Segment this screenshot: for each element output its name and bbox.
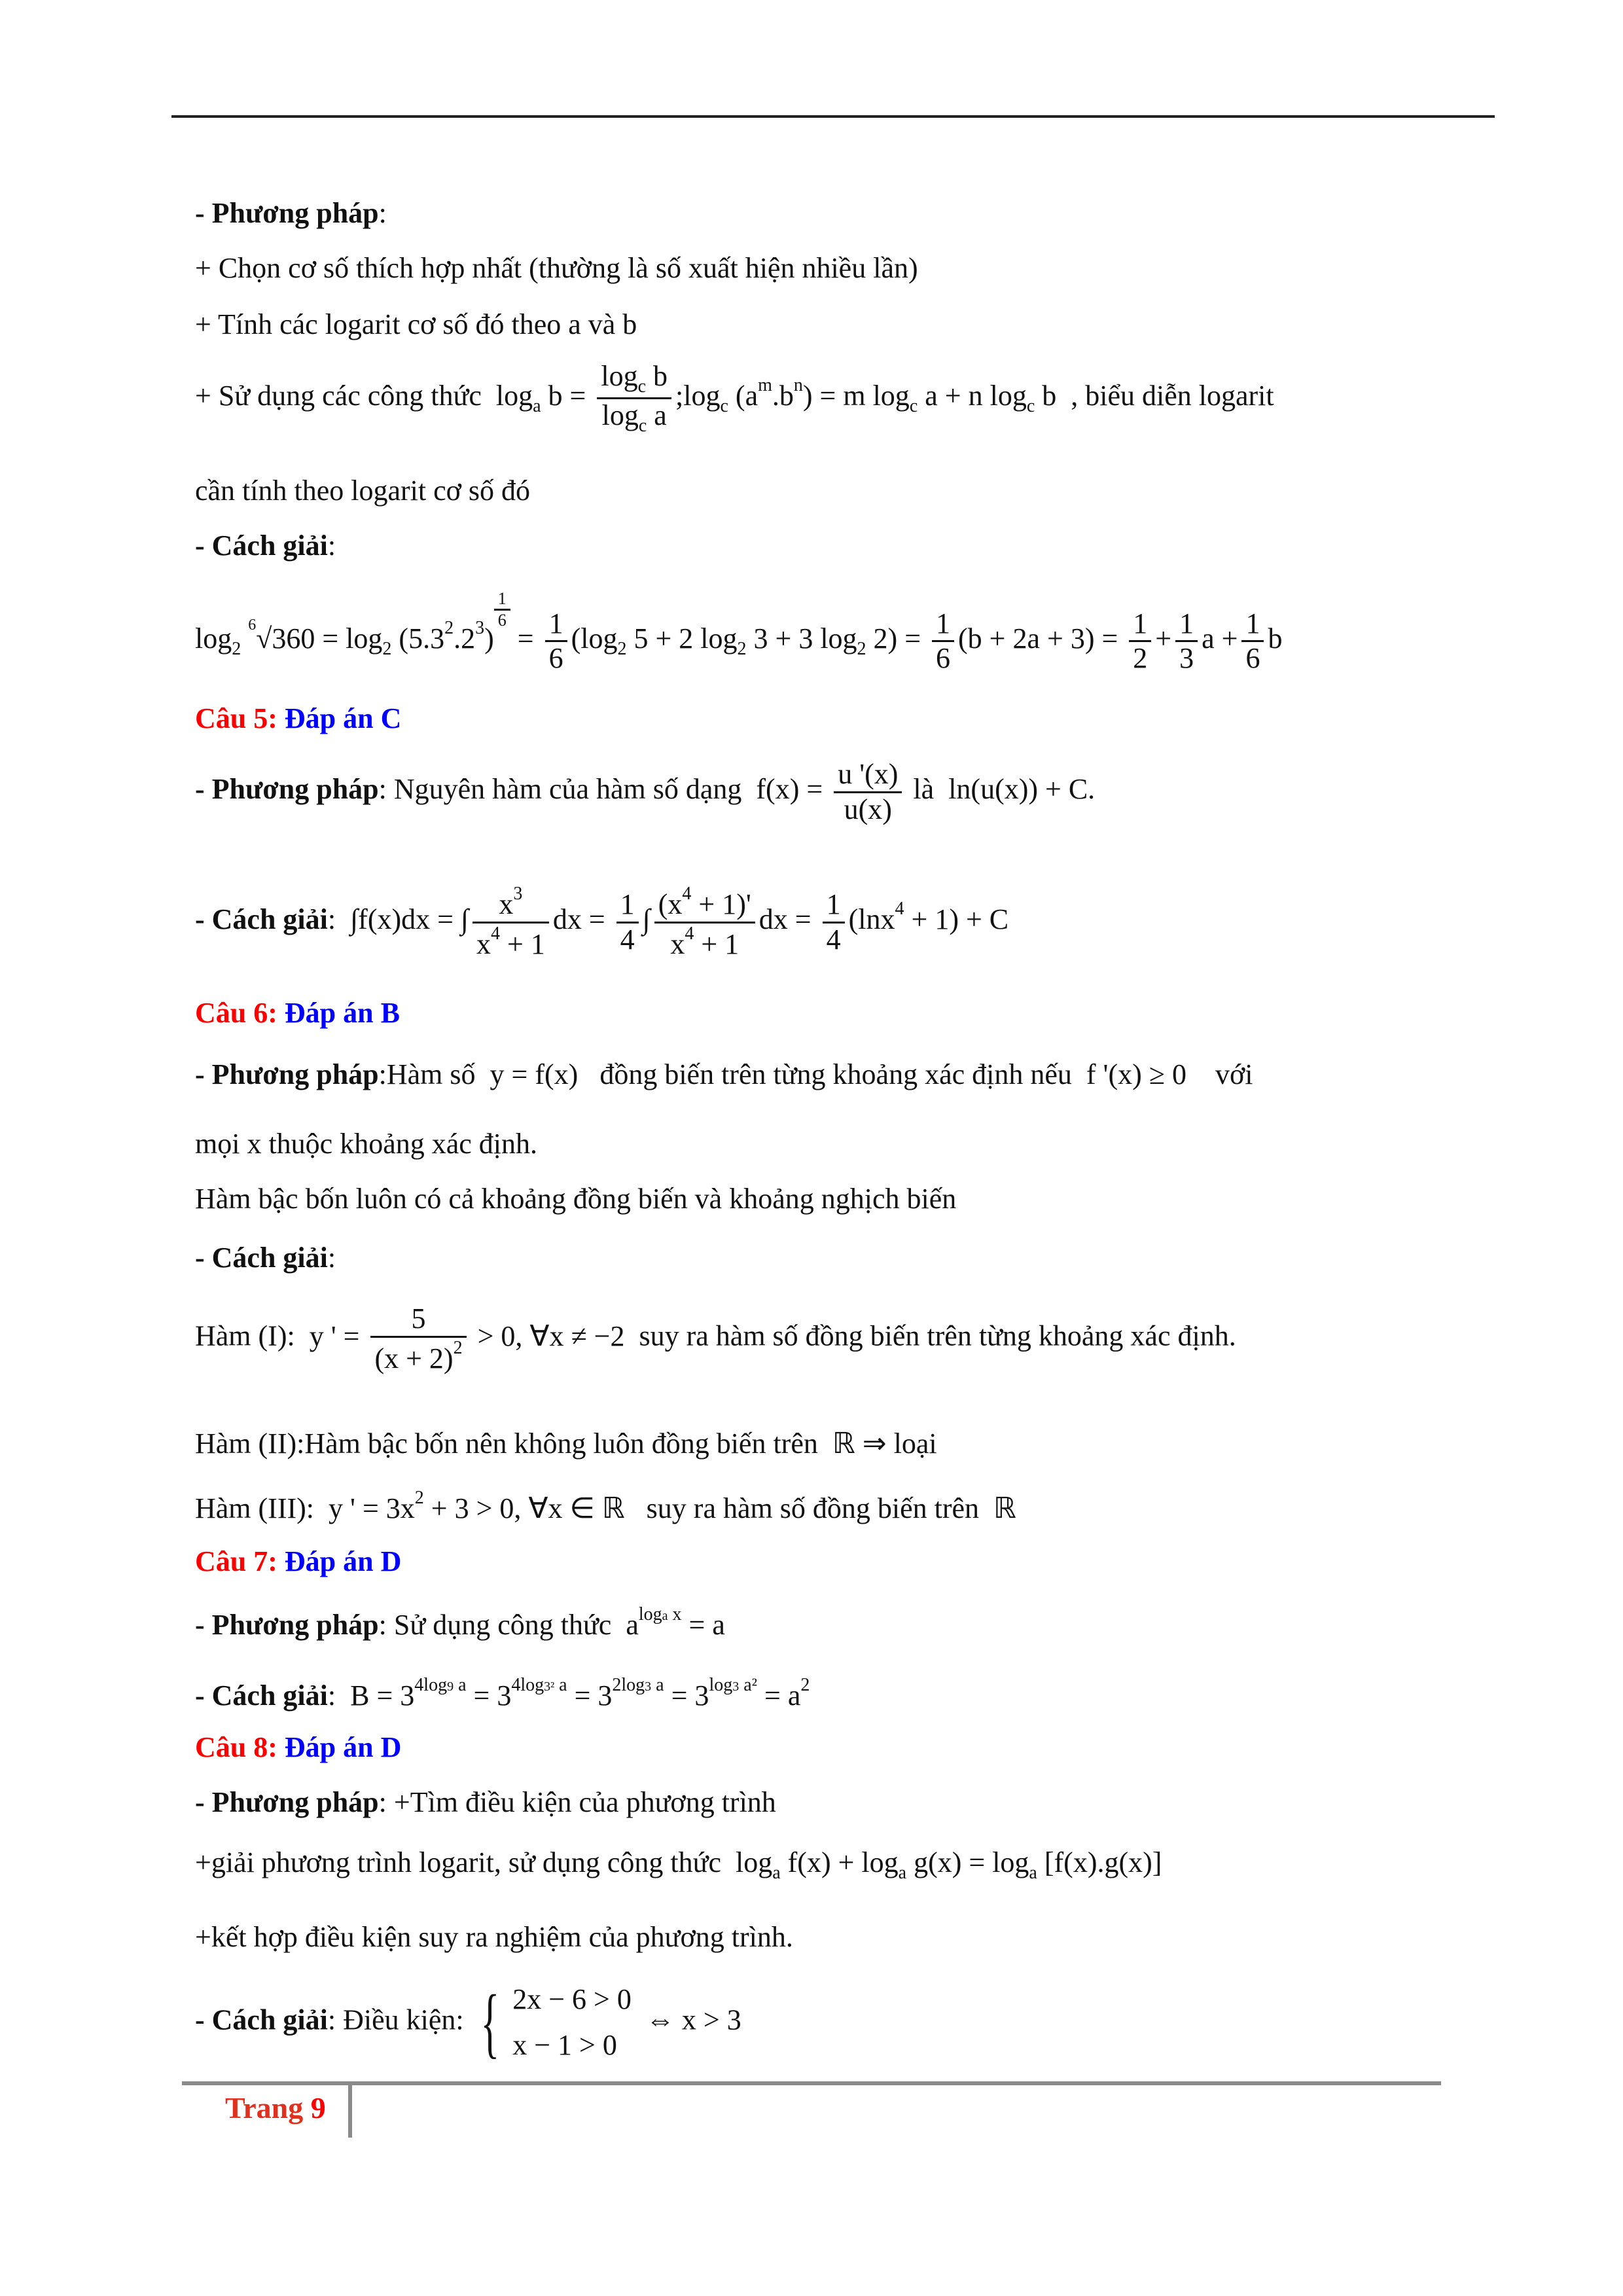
solve-label: - Cách giải	[195, 529, 328, 562]
q8-step-3: +kết hợp điều kiện suy ra nghiệm của phương trình.	[195, 1921, 793, 1953]
q8-solve: - Cách giải: Điều kiện: { 2x − 6 > 0 x − 1 > 0 ⇔ x > 3	[195, 1979, 741, 2066]
method-step-2: + Tính các logarit cơ số đó theo a và b	[195, 308, 637, 340]
solve-equation: $\log_2 ^6√360 = \log_2 (5.3^2.2^3)$ $\frac{1}{6}$ = $\frac{1}{6}$ ($\log_2$ 5 + 2 $\log_2 3 + 3$ $\log_2 2$) = $\frac{1}{6}$ (b + 2a + 3) = $\frac{1}{2}$ + $\frac{1}{3}$ a + $\frac{1}{6}$ b	[195, 589, 1283, 675]
q6-h1: Hàm (I): y ' = $\frac{5}{(x + 2)^2}$ > 0, ∀x ≠ −2 suy ra hàm số đồng biến trên từng khoảng xác định.	[195, 1302, 1236, 1374]
page-number: 9	[310, 2091, 326, 2125]
footer-label: Trang	[225, 2091, 304, 2125]
footer-rule	[182, 2081, 1441, 2085]
q6-note: Hàm bậc bốn luôn có cả khoảng đồng biến và khoảng nghịch biến	[195, 1183, 957, 1215]
q5-heading: Câu 5: Đáp án C	[195, 702, 402, 734]
q8-step-2: +giải phương trình logarit, sử dụng công thức $\log_a f(x) + \log_a g(x) = \log_a [f(x).g(x)]$	[195, 1846, 1162, 1883]
q6-heading: Câu 6: Đáp án B	[195, 997, 400, 1029]
method-step-1: + Chọn cơ số thích hợp nhất (thường là số xuất hiện nhiều lần)	[195, 252, 918, 284]
q8-heading: Câu 8: Đáp án D	[195, 1731, 402, 1763]
q8-method: - Phương pháp: +Tìm điều kiện của phương trình	[195, 1786, 776, 1818]
q7-method: - Phương pháp: Sử dụng công thức $a^{loga x} = a$	[195, 1604, 725, 1641]
q7-solve: - Cách giải: $B = 3^{4log9 a} = 3^{4log3^2 a} = 3^{2log3 a} = 3^{log3 a^2} = a^2$	[195, 1675, 810, 1712]
method-step-3-cont: cần tính theo logarit cơ số đó	[195, 475, 531, 507]
q5-method: - Phương pháp: Nguyên hàm của hàm số dạng f(x) = $\frac{u '(x)}{u(x)}$ là ln(u(x)) + C.	[195, 758, 1096, 825]
method-step-3: + Sử dụng các công thức $\log_a b$ = $\frac{\log_c b}{\log_c a}$ $;\log_c$ $(a^m.b^n) = m$ $\log_c a + n$ $\log_c b$ , biểu diễn logarit	[195, 360, 1274, 437]
q6-h3: Hàm (III): y ' = $3x^2 + 3 > 0$, ∀x ∈ ℝ suy ra hàm số đồng biến trên ℝ	[195, 1488, 1016, 1524]
q6-method: - Phương pháp:Hàm số y = f(x) đồng biến trên từng khoảng xác định nếu f '(x) ≥ 0 với	[195, 1058, 1253, 1090]
q7-heading: Câu 7: Đáp án D	[195, 1545, 402, 1577]
q5-solve: - Cách giải: ∫f(x)dx = ∫ $\frac{x^3}{x^4 + 1}$ dx = $\frac{1}{4}$ ∫ $\frac{(x^4 + 1)'}{x^4 + 1}$ dx = $\frac{1}{4}$ (lnx$^4$ + 1) + C	[195, 884, 1009, 960]
header-rule	[171, 115, 1495, 118]
log-formula: $\log_a b$ = $\frac{\log_c b}{\log_c a}$ $;\log_c$ $(a^m.b^n) = m$ $\log_c a + n$ $\log_c b$	[495, 360, 1071, 437]
method-line: - Phương pháp:	[195, 197, 387, 229]
footer-divider	[348, 2085, 352, 2138]
q6-h2: Hàm (II):Hàm bậc bốn nên không luôn đồng biến trên ℝ ⇒ loại	[195, 1427, 937, 1460]
q6-solve-label: - Cách giải:	[195, 1242, 336, 1274]
solve-line: - Cách giải:	[195, 529, 336, 562]
q6-method-cont: mọi x thuộc khoảng xác định.	[195, 1128, 538, 1160]
method-label: - Phương pháp	[195, 197, 379, 229]
page-footer	[225, 2090, 326, 2125]
